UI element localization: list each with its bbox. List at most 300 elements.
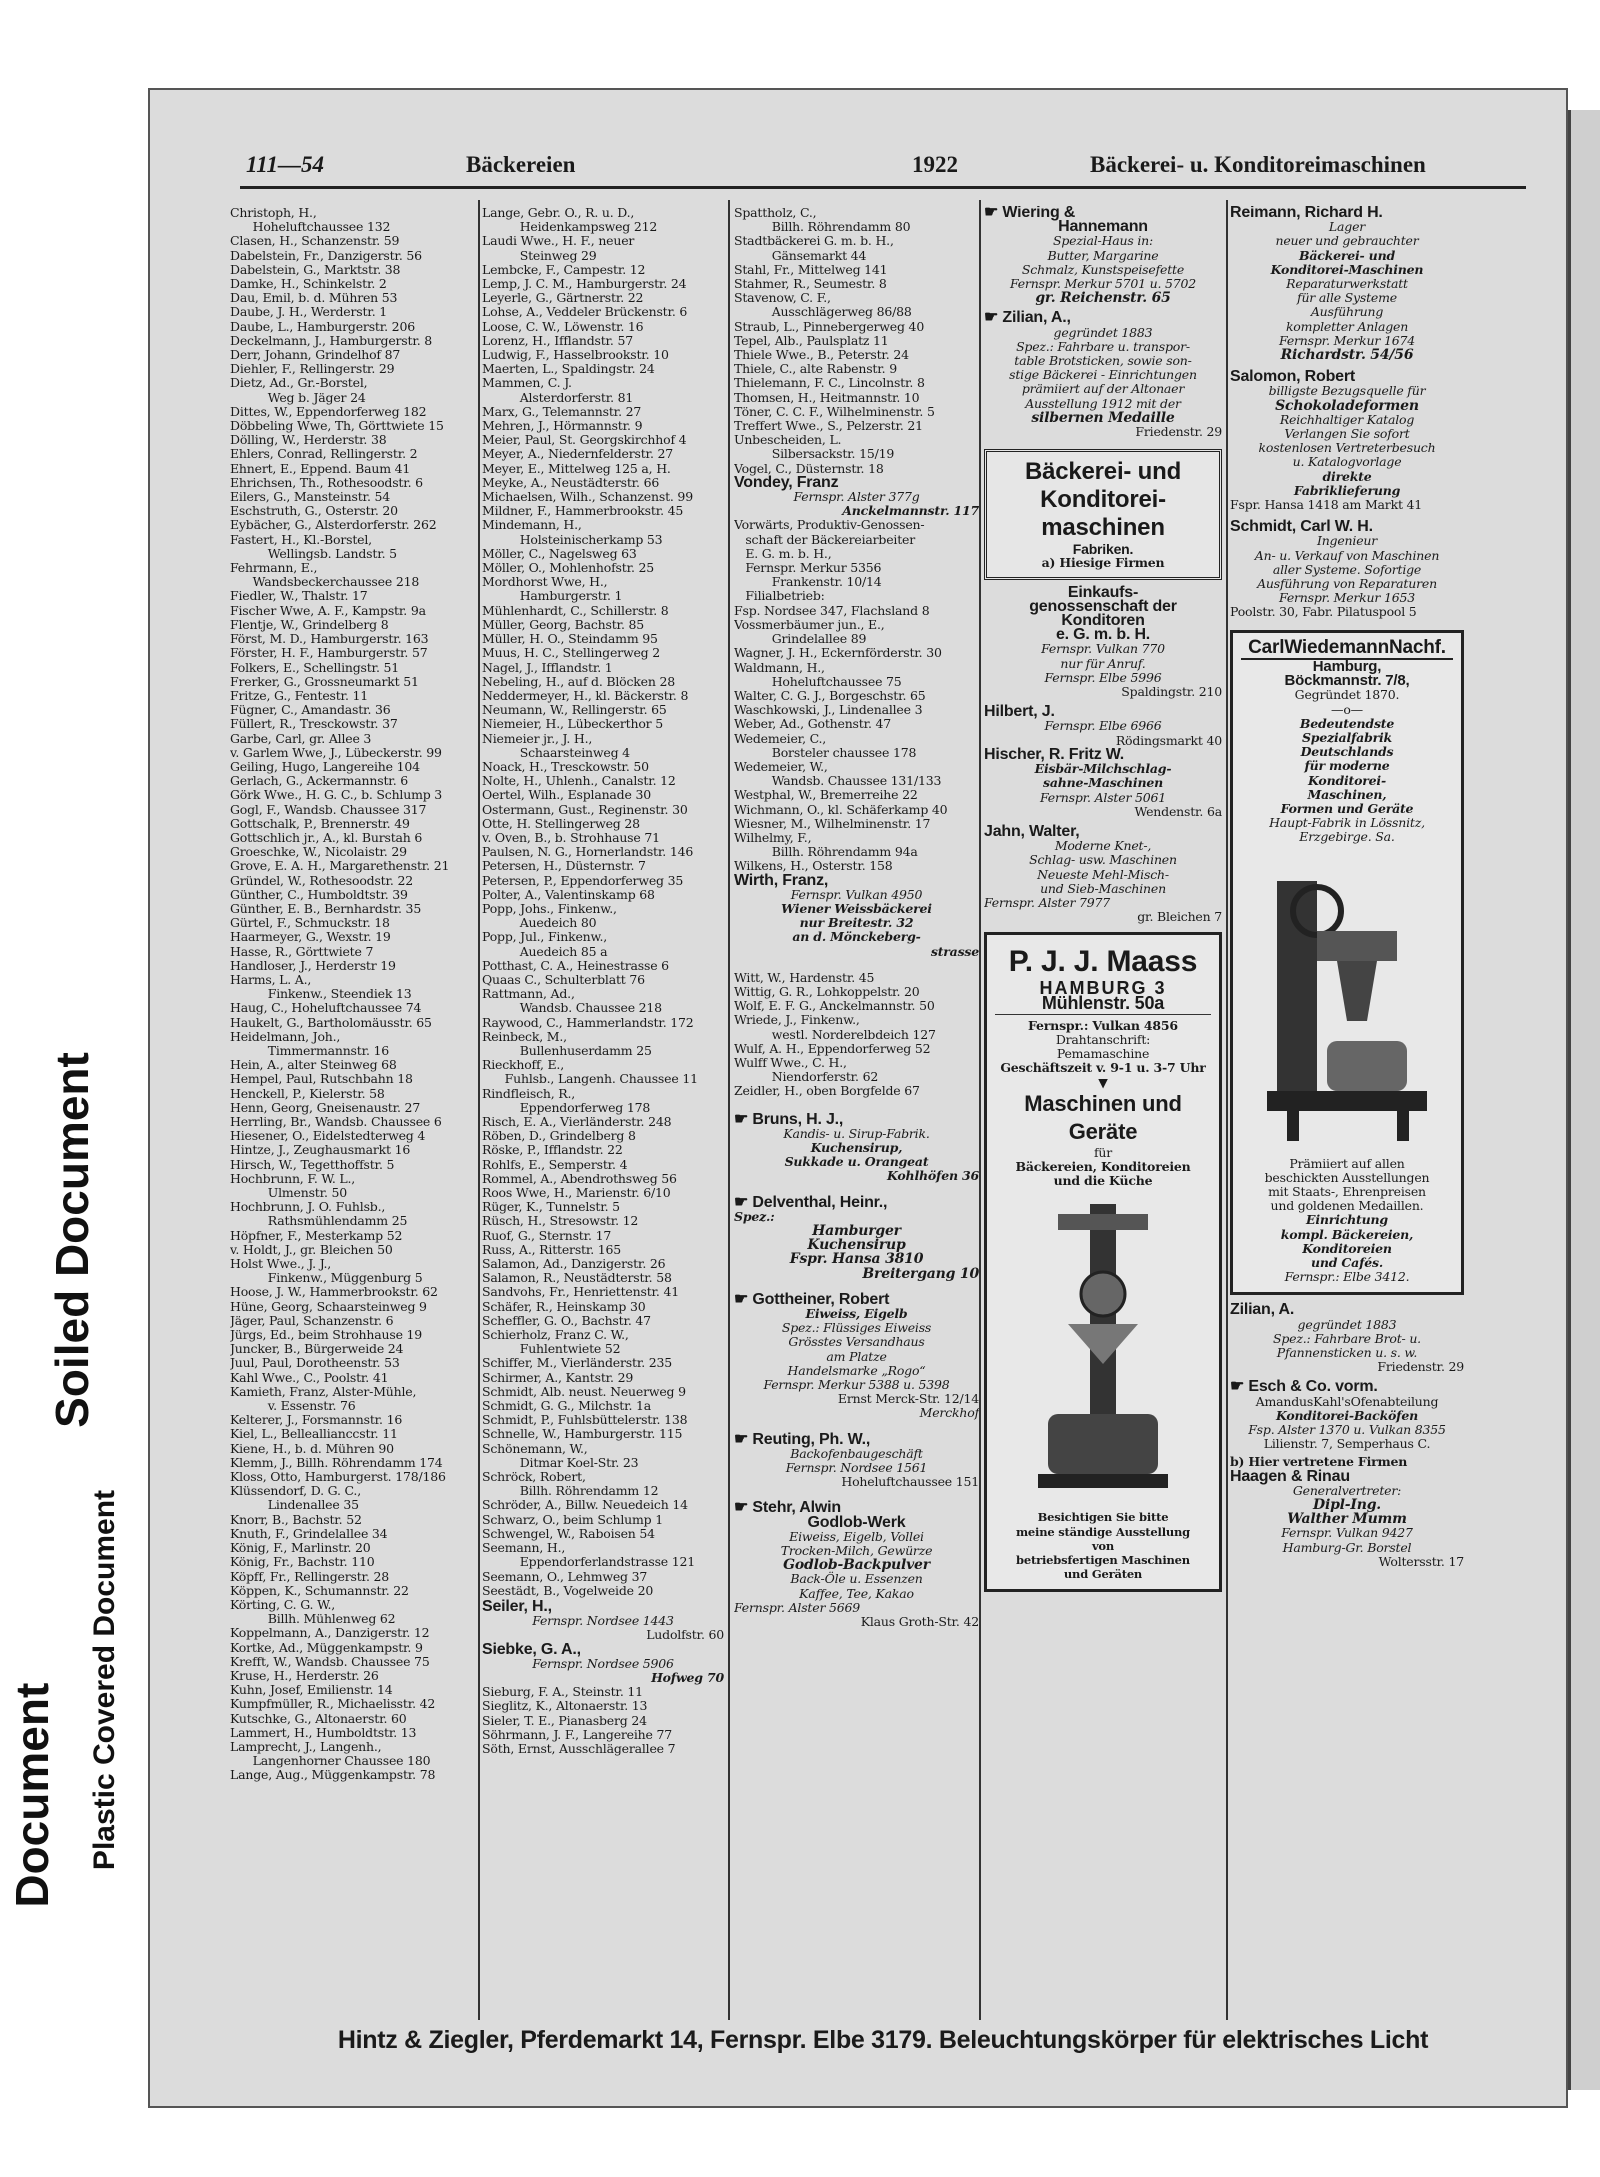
directory-entry: Lammert, H., Humboldtstr. 13 xyxy=(230,1724,417,1740)
wiering-name2: Hannemann xyxy=(1058,218,1148,236)
directory-entry: Grindelallee 89 xyxy=(734,631,867,647)
directory-entry: Eschstruth, G., Osterstr. 20 xyxy=(230,503,398,519)
hischer-line: Wendenstr. 6a xyxy=(1134,803,1222,819)
maass-line: meine ständige Ausstellung xyxy=(1015,1524,1191,1539)
haagen-ad xyxy=(1230,1467,1464,1569)
directory-entry: Grove, E. A. H., Margarethenstr. 21 xyxy=(230,858,450,874)
salomon-line: Fspr. Hansa 1418 am Markt 41 xyxy=(1230,497,1423,513)
maass-street: Mühlenstr. 50a xyxy=(1041,992,1165,1013)
directory-entry: Möller, O., Mohlenhofstr. 25 xyxy=(482,560,655,576)
wiedemann-line: Haupt-Fabrik in Lössnitz, xyxy=(1269,815,1425,831)
directory-entry: Wilhelmy, F., xyxy=(734,829,812,845)
directory-entry: Mindemann, H., xyxy=(482,517,582,533)
directory-entry: Fiedler, W., Thalstr. 17 xyxy=(230,588,368,604)
directory-entry: Geiling, Hugo, Langereihe 104 xyxy=(230,758,420,774)
directory-entry: Koppelmann, A., Danzigerstr. 12 xyxy=(230,1625,430,1641)
gottheiner-line: Handelsmarke „Rogo“ xyxy=(787,1362,926,1378)
hilbert-ad xyxy=(984,705,1222,748)
zilian1-line: stige Bäckerei - Einrichtungen xyxy=(1009,367,1197,383)
directory-entry: v. Holdt, J., gr. Bleichen 50 xyxy=(230,1241,393,1257)
directory-entry: Holsteinischerkamp 53 xyxy=(482,531,663,547)
reimann-line: Richardstr. 54/56 xyxy=(1280,347,1414,364)
maass-line: Besichtigen Sie bitte xyxy=(1037,1510,1169,1525)
page-header xyxy=(246,152,1526,186)
einkauf-ad xyxy=(984,583,1222,700)
directory-entry: Sieler, T. E., Pianasberg 24 xyxy=(482,1712,647,1728)
directory-entry: Schwengel, W., Raboisen 54 xyxy=(482,1525,655,1541)
directory-entry: Söhrmann, J. F., Langereihe 77 xyxy=(482,1726,673,1742)
directory-entry: Petersen, H., Düsternstr. 7 xyxy=(482,858,646,874)
salomon-line: Schokoladeformen xyxy=(1275,397,1419,414)
directory-entry: Kumpfmüller, R., Michaelisstr. 42 xyxy=(230,1696,436,1712)
directory-entry: Frankenstr. 10/14 xyxy=(734,574,882,590)
directory-entry: Vorwärts, Produktiv-Genossen- xyxy=(734,517,925,533)
directory-entry: Bullenhuserdamm 25 xyxy=(482,1042,652,1058)
directory-entry: Neumann, W., Rellingerstr. 65 xyxy=(482,702,667,718)
bruns-name: ☛ Bruns, H. J., xyxy=(734,1110,844,1128)
directory-entry: Russ, A., Ritterstr. 165 xyxy=(482,1241,622,1257)
directory-entry: Köpff, Fr., Rellingerstr. 28 xyxy=(230,1568,389,1584)
directory-entry: Unbescheiden, L. xyxy=(734,432,842,448)
directory-entry: Thiele, C., alte Rabenstr. 9 xyxy=(734,361,897,377)
esch-line: Fsp. Alster 1370 u. Vulkan 8355 xyxy=(1248,1421,1446,1437)
directory-entry: Hoose, J. W., Hammerbrookstr. 62 xyxy=(230,1284,438,1300)
directory-entry: Müller, Georg, Bachstr. 85 xyxy=(482,616,645,632)
esch-ad xyxy=(1230,1380,1464,1451)
einkauf-line: Fernspr. Elbe 5996 xyxy=(1044,669,1162,685)
directory-entry: Wulf, A. H., Eppendorferweg 52 xyxy=(734,1040,931,1056)
directory-entry: Kelterer, J., Forsmannstr. 16 xyxy=(230,1412,403,1428)
directory-entry: Dölling, W., Herderstr. 38 xyxy=(230,432,387,448)
directory-entry: Risch, E. A., Vierländerstr. 248 xyxy=(482,1114,672,1129)
directory-entry: v. Garlem Wwe, J., Lübeckerstr. 99 xyxy=(230,744,442,760)
wiedemann-line: und goldenen Medaillen. xyxy=(1270,1198,1424,1214)
zilian1-line: prämiiert auf der Altonaer xyxy=(1021,381,1185,397)
directory-entry: Gürtel, F., Schmuckstr. 18 xyxy=(230,915,390,931)
einkauf-line: e. G. m. b. H. xyxy=(1055,626,1151,644)
directory-entry: Meyer, A., Niedernfelderstr. 27 xyxy=(482,446,673,462)
directory-entry: Loose, C. W., Löwenstr. 16 xyxy=(482,318,644,334)
reimann-line: Reparaturwerkstatt xyxy=(1286,276,1408,292)
category-title: maschinen xyxy=(1041,514,1165,542)
haagen-line: Fernspr. Vulkan 9427 xyxy=(1281,1525,1413,1541)
salomon-ad xyxy=(1230,370,1464,512)
directory-entry: Kruse, H., Herderstr. 26 xyxy=(230,1667,379,1683)
directory-entry: Hiesener, O., Eidelstedterweg 4 xyxy=(230,1128,426,1144)
directory-entry: Hochbrunn, F. W. L., xyxy=(230,1170,356,1186)
directory-entry: Schirmer, A., Kantstr. 29 xyxy=(482,1369,634,1385)
directory-entry: Wandsb. Chaussee 218 xyxy=(482,1000,662,1016)
haagen-line: Dipl-Ing. xyxy=(1313,1497,1381,1513)
reuting-line: Backofenbaugeschäft xyxy=(790,1445,923,1461)
zilian1-ad xyxy=(984,311,1222,439)
zilian1-line: Spez.: Fahrbare u. transpor- xyxy=(1016,338,1190,354)
directory-entry: Niemeier, H., Lübeckerthor 5 xyxy=(482,716,663,732)
jahn-line: Schlag- usw. Maschinen xyxy=(1029,852,1177,868)
directory-entry: Dittes, W., Eppendorferweg 182 xyxy=(230,403,427,419)
archive-stamp xyxy=(10,680,130,1910)
column-3 xyxy=(734,206,979,2016)
vondey-name: Vondey, Franz xyxy=(734,473,839,491)
reimann-line: Lager xyxy=(1328,219,1366,235)
category-title: Bäckerei- und xyxy=(1024,458,1182,486)
zilian2-line: Friedenstr. 29 xyxy=(1377,1359,1464,1375)
gottheiner-line: Ernst Merck-Str. 12/14 xyxy=(837,1391,979,1407)
directory-entry: Damke, H., Schinkelstr. 2 xyxy=(230,276,387,292)
directory-entry: König, F., Marlinstr. 20 xyxy=(230,1540,371,1556)
jahn-line: Neueste Mehl-Misch- xyxy=(1037,866,1169,882)
directory-entry: Schmidt, Alb. neust. Neuerweg 9 xyxy=(482,1383,686,1399)
directory-entry: Eppendorferlandstrasse 121 xyxy=(482,1554,696,1570)
einkauf-line: nur für Anruf. xyxy=(1060,655,1146,671)
directory-entry: Ludwig, F., Hasselbrookstr. 10 xyxy=(482,347,669,363)
wiedemann-ad xyxy=(1230,630,1464,1296)
directory-entry: Henn, Georg, Gneisenaustr. 27 xyxy=(230,1099,421,1115)
directory-entry: Fernspr. Merkur 5356 xyxy=(734,560,882,576)
wiedemann-line: Formen und Geräte xyxy=(1280,800,1414,816)
wiedemann-line: Deutschlands xyxy=(1300,744,1394,760)
gottheiner-line: Spez.: Flüssiges Eiweiss xyxy=(781,1320,932,1336)
maass-name: P. J. J. Maass xyxy=(1008,945,1198,979)
directory-entry: Mildner, F., Hammerbrookstr. 45 xyxy=(482,503,684,519)
stehr-name2: Godlob-Werk xyxy=(807,1513,906,1531)
directory-entry: Döbbeling Wwe, Th, Görttwiete 15 xyxy=(230,418,444,434)
directory-entry: Gogl, F., Wandsb. Chaussee 317 xyxy=(230,801,427,817)
directory-entry: Wedemeier, W., xyxy=(734,758,828,774)
category-box xyxy=(984,449,1222,579)
siebke-name: Siebke, G. A., xyxy=(482,1640,581,1658)
maass-line: und Geräten xyxy=(1063,1567,1143,1582)
directory-entry: Thielemann, F. C., Lincolnstr. 8 xyxy=(734,375,925,391)
directory-entry: Mehren, J., Hörmannstr. 9 xyxy=(482,418,643,434)
maass-line: Bäckereien, Konditoreien xyxy=(1015,1158,1191,1174)
stamp-soiled: Soiled Document xyxy=(46,1052,98,1428)
directory-entry: Weber, Ad., Gothenstr. 47 xyxy=(734,716,892,732)
directory-entry: Witt, W., Hardenstr. 45 xyxy=(734,969,875,985)
directory-entry: Gottschalk, P., Brennerstr. 49 xyxy=(230,815,410,831)
directory-entry: Wittig, G. R., Lohkoppelstr. 20 xyxy=(734,983,920,999)
hischer-line: sahne-Maschinen xyxy=(1042,775,1163,791)
directory-entry: Seemann, H., xyxy=(482,1540,566,1556)
hischer-ad xyxy=(984,745,1222,819)
directory-entry: Langenhorner Chaussee 180 xyxy=(230,1753,431,1769)
hischer-name: Hischer, R. Fritz W. xyxy=(984,745,1125,763)
directory-entry: Kiel, L., Belleallianccstr. 11 xyxy=(230,1426,398,1442)
gottheiner-line: Eiweiss, Eigelb xyxy=(805,1306,908,1322)
zilian1-line: silbernen Medaille xyxy=(1031,409,1175,426)
directory-entry: Quaas C., Schulterblatt 76 xyxy=(482,971,645,987)
reuting-name: ☛ Reuting, Ph. W., xyxy=(734,1430,871,1448)
directory-entry: Rüger, K., Tunnelstr. 5 xyxy=(482,1199,620,1215)
delventhal-line: Hamburger xyxy=(812,1223,901,1240)
column-4 xyxy=(984,206,1222,2016)
seiler-addr: Ludolfstr. 60 xyxy=(646,1627,724,1643)
salomon-line: Reichhaltiger Katalog xyxy=(1279,411,1415,427)
jahn-line: Fernspr. Alster 7977 xyxy=(984,894,1110,910)
directory-entry: Schröck, Robert, xyxy=(482,1469,586,1485)
header-rule xyxy=(240,186,1526,189)
hand-pointer-icon: ☛ xyxy=(734,1110,753,1128)
jahn-line: und Sieb-Maschinen xyxy=(1040,880,1166,896)
wiering-name: ☛ Wiering & xyxy=(984,206,1076,221)
directory-entry: Derr, Johann, Grindelhof 87 xyxy=(230,347,401,363)
gottheiner-line: Fernspr. Merkur 5388 u. 5398 xyxy=(763,1377,950,1393)
einkauf-line: Spaldingstr. 210 xyxy=(1121,684,1222,700)
wirth-line: strasse xyxy=(930,943,979,959)
directory-entry: Handloser, J., Herderstr 19 xyxy=(230,957,396,973)
hand-pointer-icon: ☛ xyxy=(984,206,1003,221)
gottheiner-line: Grösstes Versandhaus xyxy=(788,1334,925,1350)
column-divider xyxy=(979,200,981,2020)
directory-entry: Förster, H. F., Hamburgerstr. 57 xyxy=(230,645,428,661)
directory-entry: Filialbetrieb: xyxy=(734,588,825,604)
hischer-line: Fernspr. Alster 5061 xyxy=(1040,789,1166,805)
directory-entry: Polter, A., Valentinskamp 68 xyxy=(482,886,655,902)
stehr-line: Trocken-Milch, Gewürze xyxy=(780,1543,933,1559)
siebke-phone: Fernspr. Nordsee 5906 xyxy=(532,1655,674,1671)
directory-entry: Herrling, Br., Wandsb. Chaussee 6 xyxy=(230,1114,442,1129)
seiler-ad xyxy=(482,1597,724,1685)
delventhal-line: Spez.: xyxy=(734,1208,775,1224)
category-subsection: a) Hiesige Firmen xyxy=(1041,555,1165,571)
directory-entry: v. Essenstr. 76 xyxy=(230,1398,356,1414)
reuting-line: Fernspr. Nordsee 1561 xyxy=(785,1460,928,1476)
wiering-ad xyxy=(984,206,1222,305)
directory-entry: Leyerle, G., Gärtnerstr. 22 xyxy=(482,290,644,306)
directory-entry: Rüsch, H., Stresowstr. 12 xyxy=(482,1213,639,1229)
directory-entry: Mammen, C. J. xyxy=(482,375,572,391)
directory-entry: Daube, J. H., Werderstr. 1 xyxy=(230,304,387,320)
directory-entry: Reinbeck, M., xyxy=(482,1028,567,1044)
wiedemann-line: Konditoreien xyxy=(1302,1240,1392,1256)
directory-entry: Hoheluftchaussee 75 xyxy=(734,673,902,689)
directory-entry: Daube, L., Hamburgerstr. 206 xyxy=(230,318,415,334)
delventhal-ad xyxy=(734,1193,979,1282)
esch-line: AmandusKahl'sOfenabteilung xyxy=(1255,1393,1439,1409)
directory-entry: Haukelt, G., Bartholomäusstr. 65 xyxy=(230,1014,432,1030)
directory-entry: Frerker, G., Grossneumarkt 51 xyxy=(230,673,419,689)
reimann-line: kompletter Anlagen xyxy=(1285,318,1409,334)
directory-entry: Heidelmann, Joh., xyxy=(230,1028,341,1044)
hand-pointer-icon: ☛ xyxy=(734,1290,753,1308)
directory-entry: Wriede, J., Finkenw., xyxy=(734,1012,860,1028)
wiedemann-line: Prämiiert auf allen xyxy=(1289,1155,1405,1171)
wiedemann-founded: Gegründet 1870. xyxy=(1294,687,1400,703)
directory-entry: Raywood, C., Hammerlandstr. 172 xyxy=(482,1014,694,1030)
directory-entry: Silbersackstr. 15/19 xyxy=(734,446,895,462)
directory-entry: Treffert Wwe., S., Pelzerstr. 21 xyxy=(734,418,923,434)
directory-entry: Hirsch, W., Tegetthoffstr. 5 xyxy=(230,1156,395,1172)
haagen-name: Haagen & Rinau xyxy=(1230,1467,1350,1485)
maass-line: betriebsfertigen Maschinen xyxy=(1016,1552,1190,1567)
directory-entry: Körting, C. G. W., xyxy=(230,1596,336,1612)
directory-entry: Steinweg 29 xyxy=(482,247,597,263)
adjacent-page-edge xyxy=(1568,110,1600,2090)
einkauf-line: genossenschaft der xyxy=(1029,597,1177,615)
directory-entry: Lamprecht, J., Langenh., xyxy=(230,1738,382,1754)
directory-entry: Hasse, R., Görttwiete 7 xyxy=(230,943,374,959)
directory-entry: Waldmann, H., xyxy=(734,659,825,675)
directory-entry: Diehler, F., Rellingerstr. 29 xyxy=(230,361,395,377)
schmidt-ad xyxy=(1230,520,1464,619)
directory-entry: Popp, Jul., Finkenw., xyxy=(482,929,608,945)
directory-entry: Ehlers, Conrad, Rellingerstr. 2 xyxy=(230,446,418,462)
bruns-line: Kohlhöfen 36 xyxy=(887,1168,979,1184)
column-divider xyxy=(1226,200,1228,2020)
seiler-phone: Fernspr. Nordsee 1443 xyxy=(532,1613,674,1629)
directory-entry: Klüssendorf, D. G. C., xyxy=(230,1483,361,1499)
delventhal-line: Kuchensirup xyxy=(807,1237,906,1254)
footer-advertisement: Hintz & Ziegler, Pferdemarkt 14, Fernspr. Elbe 3179. Beleuchtungskörper für elektrisches Licht xyxy=(337,2026,1429,2054)
directory-entry: Salamon, R., Neustädterstr. 58 xyxy=(482,1270,672,1286)
directory-entry: Gründel, W., Rothesoodstr. 22 xyxy=(230,872,413,888)
schmidt-line: aller Systeme. Sofortige xyxy=(1272,561,1422,577)
wiedemann-line: Konditorei- xyxy=(1308,772,1386,788)
directory-entry: Schaarsteinweg 4 xyxy=(482,744,630,760)
directory-entry: Heidenkampsweg 212 xyxy=(482,219,658,235)
directory-entry: Kortke, Ad., Müggenkampstr. 9 xyxy=(230,1639,423,1655)
directory-entry: Wulff Wwe., C. H., xyxy=(734,1054,847,1070)
wiedemann-line: Fernspr.: Elbe 3412. xyxy=(1284,1269,1410,1285)
directory-entry: Schmidt, G. G., Milchstr. 1a xyxy=(482,1398,652,1414)
directory-entry: Lorenz, H., Ifflandstr. 57 xyxy=(482,332,633,348)
zilian1-line: gegründet 1883 xyxy=(1053,324,1153,340)
directory-entry: Schierholz, Franz C. W., xyxy=(482,1327,629,1343)
category-title: Konditorei- xyxy=(1040,486,1166,514)
maass-line: von xyxy=(1091,1538,1115,1553)
directory-entry: Schröder, A., Billw. Neuedeich 14 xyxy=(482,1497,688,1513)
schmidt-line: Fernspr. Merkur 1653 xyxy=(1279,590,1415,606)
directory-entry: Juul, Paul, Dorotheenstr. 53 xyxy=(230,1355,400,1371)
directory-entry: Schiffer, M., Vierländerstr. 235 xyxy=(482,1355,673,1371)
stehr-name: ☛ Stehr, Alwin xyxy=(734,1499,841,1517)
wiering-line: Spezial-Haus in: xyxy=(1052,233,1154,249)
reimann-line: Ausführung xyxy=(1310,304,1384,320)
directory-entry: Rommel, A., Abendrothsweg 56 xyxy=(482,1170,677,1186)
wirth-name: Wirth, Franz, xyxy=(734,871,829,889)
directory-entry: König, Fr., Bachstr. 110 xyxy=(230,1554,375,1570)
directory-entry: Otte, H. Stellingerweg 28 xyxy=(482,815,640,831)
directory-entry: Meier, Paul, St. Georgskirchhof 4 xyxy=(482,432,687,448)
directory-entry: Stahmer, R., Seumestr. 8 xyxy=(734,276,887,292)
directory-entry: Ostermann, Gust., Reginenstr. 30 xyxy=(482,801,688,817)
directory-entry: Mühlenhardt, C., Schillerstr. 8 xyxy=(482,602,669,618)
directory-entry: Hoheluftchaussee 132 xyxy=(230,219,391,235)
directory-entry: Maerten, L., Spaldingstr. 24 xyxy=(482,361,655,377)
einkauf-line: Konditoren xyxy=(1061,612,1145,630)
directory-entry: Fischer Wwe, A. F., Kampstr. 9a xyxy=(230,602,426,618)
directory-entry: Billh. Röhrendamm 12 xyxy=(482,1483,659,1499)
esch-name: ☛ Esch & Co. vorm. xyxy=(1230,1378,1378,1396)
column-2 xyxy=(482,206,724,2016)
directory-entry: Dabelstein, G., Marktstr. 38 xyxy=(230,261,401,277)
directory-entry: Nagel, J., Ifflandstr. 1 xyxy=(482,659,613,675)
bruns-line: Kuchensirup, xyxy=(810,1140,903,1155)
directory-entry: Röske, P., Ifflandstr. 22 xyxy=(482,1142,623,1158)
wiering-line: Butter, Margarine xyxy=(1047,247,1159,263)
directory-entry: Wagner, J. H., Eckernförderstr. 30 xyxy=(734,645,942,661)
directory-entry: Höpfner, F., Mesterkamp 52 xyxy=(230,1227,403,1243)
directory-entry: Gottschlich jr., A., kl. Burstah 6 xyxy=(230,829,423,845)
directory-entry: Fuhlsb., Langenh. Chaussee 11 xyxy=(482,1071,698,1087)
wiedemann-line: Erzgebirge. Sa. xyxy=(1299,829,1395,845)
stehr-line: Fernspr. Alster 5669 xyxy=(734,1599,860,1615)
schmidt-line: An- u. Verkauf von Maschinen xyxy=(1254,547,1440,563)
directory-entry: Hein, A., alter Steinweg 68 xyxy=(230,1057,397,1073)
delventhal-name: ☛ Delventhal, Heinr., xyxy=(734,1193,888,1211)
directory-entry: Juncker, B., Bürgerweide 24 xyxy=(230,1341,404,1357)
vondey-ad xyxy=(734,473,979,519)
directory-entry: Kahl Wwe., C., Poolstr. 41 xyxy=(230,1369,389,1385)
directory-entry: Seestädt, B., Vogelweide 20 xyxy=(482,1582,654,1598)
directory-entry: v. Oven, B., b. Strohhause 71 xyxy=(482,829,660,845)
reuting-line: Hoheluftchaussee 151 xyxy=(841,1474,979,1490)
jahn-line: gr. Bleichen 7 xyxy=(1137,909,1222,925)
maass-headline: Maschinen und Geräte xyxy=(1024,1090,1182,1144)
wiedemann-line: kompl. Bäckereien, xyxy=(1280,1226,1414,1242)
directory-entry: Först, M. D., Hamburgerstr. 163 xyxy=(230,631,429,647)
directory-entry: Billh. Mühlenweg 62 xyxy=(230,1611,396,1627)
wiering-line: gr. Reichenstr. 65 xyxy=(1035,290,1171,307)
directory-entry: Rathsmühlendamm 25 xyxy=(230,1213,408,1229)
directory-entry: Wolf, E. F. G., Anckelmannstr. 50 xyxy=(734,998,935,1014)
wiedemann-street: Böckmannstr. 7/8, xyxy=(1284,672,1410,690)
directory-entry: Ehnert, E., Eppend. Baum 41 xyxy=(230,460,411,476)
hand-pointer-icon: ☛ xyxy=(1230,1378,1249,1396)
schmidt-line: Poolstr. 30, Fabr. Pilatuspool 5 xyxy=(1230,604,1417,620)
maass-line: und die Küche xyxy=(1053,1173,1153,1189)
wiedemann-name: CarlWiedemannNachf. xyxy=(1241,641,1453,660)
zilian2-line: Spez.: Fahrbare Brot- u. xyxy=(1273,1330,1421,1346)
represented-firms-heading: b) Hier vertretene Firmen xyxy=(1230,1454,1408,1470)
directory-entry: Nebeling, H., auf d. Blöcken 28 xyxy=(482,673,676,689)
directory-entry: Vogel, C., Düsternstr. 18 xyxy=(734,460,884,476)
wiedemann-line: Bedeutendste xyxy=(1299,715,1395,731)
directory-entry: Roos Wwe, H., Marienstr. 6/10 xyxy=(482,1185,671,1201)
directory-entry: Ditmar Koel-Str. 23 xyxy=(482,1454,639,1470)
wiedemann-line: beschickten Ausstellungen xyxy=(1264,1169,1430,1185)
directory-entry: Billh. Röhrendamm 94a xyxy=(734,844,918,860)
directory-entry: Eilers, G., Mansteinstr. 54 xyxy=(230,489,390,505)
directory-entry: Wiesner, M., Wilhelminenstr. 17 xyxy=(734,815,931,831)
reimann-line: für alle Systeme xyxy=(1297,290,1397,306)
stehr-line: Kaffee, Tee, Kakao xyxy=(799,1585,914,1601)
directory-entry: Wandsb. Chaussee 131/133 xyxy=(734,773,942,789)
jahn-line: Moderne Knet-, xyxy=(1054,838,1152,854)
directory-entry: Auedeich 80 xyxy=(482,915,597,931)
stehr-line: Godlob-Backpulver xyxy=(783,1557,930,1574)
directory-entry: Fehrmann, E., xyxy=(230,560,318,576)
directory-entry: Lange, Gebr. O., R. u. D., xyxy=(482,206,635,220)
directory-entry: Schäfer, R., Heinskamp 30 xyxy=(482,1298,646,1314)
zilian2-line: Pfannensticken u. s. w. xyxy=(1276,1344,1418,1360)
directory-entry: Krefft, W., Wandsb. Chaussee 75 xyxy=(230,1653,430,1669)
wiedemann-line: mit Staats-, Ehrenpreisen xyxy=(1268,1183,1426,1199)
directory-entry: Schmidt, P., Fuhlsbüttelerstr. 138 xyxy=(482,1412,688,1428)
directory-entry: Finkenw., Steendiek 13 xyxy=(230,986,412,1002)
wiedemann-line: Spezialfabrik xyxy=(1301,729,1393,745)
directory-entry: Seemann, O., Lehmweg 37 xyxy=(482,1568,648,1584)
maass-phone: Fernspr.: Vulkan 4856 xyxy=(1028,1017,1178,1033)
directory-entry: Wedemeier, C., xyxy=(734,730,827,746)
hand-pointer-icon: ☛ xyxy=(734,1193,753,1211)
directory-entry: Klemm, J., Billh. Röhrendamm 174 xyxy=(230,1454,443,1470)
directory-entry: Rindfleisch, R., xyxy=(482,1085,576,1101)
directory-entry: Wichmann, O., kl. Schäferkamp 40 xyxy=(734,801,948,817)
directory-entry: Schönemann, W., xyxy=(482,1440,588,1456)
directory-entry: Rattmann, Ad., xyxy=(482,986,575,1002)
delventhal-line: Breitergang 10 xyxy=(862,1265,979,1282)
